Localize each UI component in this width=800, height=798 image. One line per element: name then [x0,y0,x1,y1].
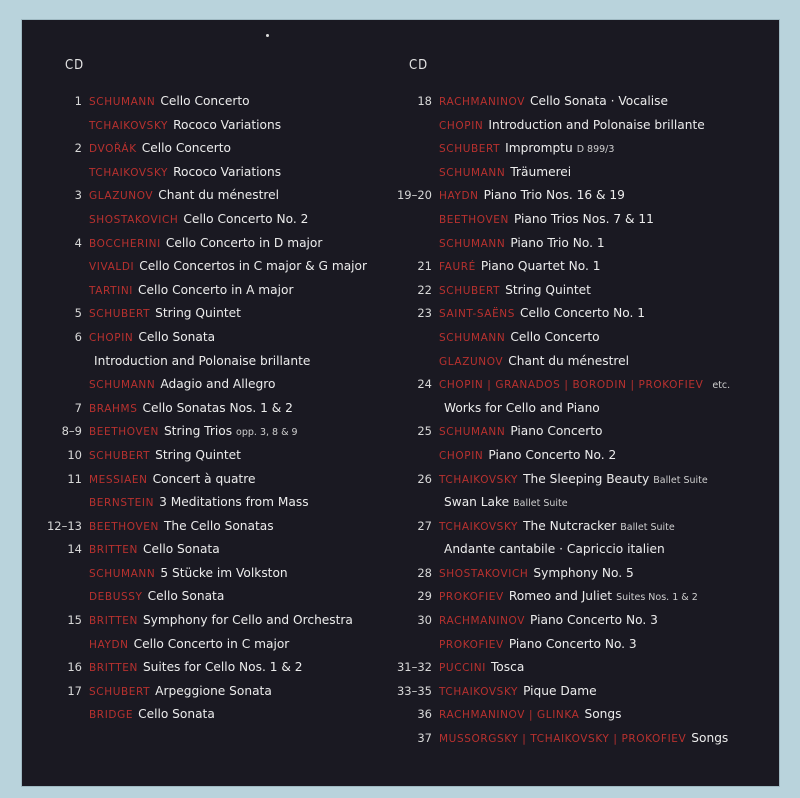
composer-name: FAURÉ [439,261,476,274]
cd-number: 18 [417,94,432,108]
work-title: Cello Sonata [138,329,216,344]
track-text [439,302,649,327]
work-note: Ballet Suite [620,521,675,533]
track-row [387,255,779,279]
track-row [387,232,779,256]
work-title: Cello Sonatas Nos. 1 & 2 [142,400,293,415]
track-text [439,633,641,658]
cd-number: 28 [417,565,432,580]
work-title: Piano Trios Nos. 7 & 11 [513,211,654,226]
track-text [439,468,708,493]
work-title: Träumerei [510,164,572,179]
composer-name: RACHMANINOV | GLINKA [439,709,580,722]
track-row [22,114,382,138]
composer-name: BEETHOVEN [439,213,509,226]
composer-name: BRIDGE [89,709,134,722]
track-text [89,515,278,540]
work-title: Cello Concerto No. 2 [183,211,309,226]
composer-name: SCHUMANN [439,166,506,179]
work-title: Cello Concerto in C major [133,636,290,651]
track-text [439,161,575,186]
track-row [22,373,382,397]
work-note: opp. 3, 8 & 9 [236,427,298,439]
track-row [387,515,779,539]
track-row [22,444,382,468]
track-text [89,279,298,304]
track-row [22,208,382,232]
cd-number: 22 [417,282,432,297]
track-row [387,562,779,586]
work-title: Cello Sonata [147,589,225,604]
track-text [89,633,293,658]
composer-name: PROKOFIEV [439,591,504,604]
composer-name: SHOSTAKOVICH [89,213,179,226]
composer-name: MESSIAEN [89,473,148,486]
track-row [387,302,779,326]
track-row [22,633,382,657]
track-row [387,184,779,208]
work-title: The Cello Sonatas [163,518,274,533]
track-text [439,255,604,280]
work-title: Piano Quartet No. 1 [480,259,601,274]
work-title: Suites for Cello Nos. 1 & 2 [142,660,303,675]
composer-name: SCHUBERT [89,685,151,698]
track-row [387,703,779,727]
track-row [387,420,779,444]
cd-number: 19–20 [396,188,432,203]
work-title: Cello Concerto [160,94,250,108]
work-title: The Sleeping Beauty [523,471,650,486]
work-title: Adagio and Allegro [160,377,276,392]
composer-name: SCHUMANN [439,237,506,250]
work-title: Rococo Variations [173,117,282,132]
work-title: Cello Sonata [138,707,215,722]
work-title: Symphony No. 5 [533,565,634,580]
composer-name: HAYDN [439,190,479,203]
cd-number: 25 [417,424,432,439]
track-row [22,326,382,350]
track-text [89,232,326,257]
track-row [387,90,779,114]
work-title: Piano Concerto No. 3 [508,636,637,651]
work-title: Chant du ménestrel [508,353,629,368]
cd-number: 11 [67,471,82,486]
composer-name: SCHUMANN [89,379,156,392]
track-row [387,491,779,515]
cd-number: 33–35 [396,683,432,698]
cd-header-left: CD [65,58,85,73]
track-row [22,491,382,515]
work-title: Introduction and Polonaise brillante [488,117,705,132]
track-row [22,161,382,185]
track-row [387,633,779,657]
track-text [439,515,675,540]
composer-name: DEBUSSY [89,591,143,604]
track-text [89,491,313,516]
track-text [89,680,276,705]
composer-name: VIVALDI [89,261,135,274]
track-row [387,680,779,704]
composer-name: SCHUBERT [89,308,151,321]
composer-name: MUSSORGSKY | TCHAIKOVSKY | PROKOFIEV [439,733,687,746]
composer-name: PROKOFIEV [439,638,504,651]
work-title: Piano Concerto No. 2 [488,447,617,462]
work-title: Piano Concerto No. 3 [530,613,658,628]
track-row [387,609,779,633]
track-text [89,373,279,398]
track-row [22,538,382,562]
track-row [387,279,779,303]
track-row [387,137,779,161]
composer-name: SCHUMANN [439,426,506,439]
work-title: Arpeggione Sonata [155,683,272,698]
composer-name: CHOPIN [439,119,484,132]
cd-header-right: CD [409,58,429,73]
work-note: etc. [712,380,731,392]
work-title: Pique Dame [523,683,597,698]
work-title: Symphony for Cello and Orchestra [142,613,353,628]
composer-name: BRAHMS [89,402,138,415]
track-text [89,90,254,115]
cd-number: 1 [74,94,82,108]
composer-name: SCHUBERT [89,449,151,462]
work-title: Impromptu [505,141,573,156]
track-text [439,680,601,705]
track-text [89,468,259,493]
track-row [387,468,779,492]
work-title: Cello Concerto [510,329,600,344]
work-title: 3 Meditations from Mass [159,495,309,510]
work-title: Songs [584,707,622,722]
composer-name: DVOŘÁK [89,143,137,156]
work-title: Piano Concerto [510,424,603,439]
track-text [439,656,528,681]
work-title: 5 Stücke im Volkston [160,565,288,580]
composer-name: HAYDN [89,638,129,651]
track-text [89,397,297,422]
cd-number: 6 [74,329,82,344]
track-row [387,208,779,232]
track-row [22,279,382,303]
track-row [387,656,779,680]
cd-number: 16 [67,660,82,675]
track-text [89,538,224,563]
track-text [439,279,595,304]
composer-name: BOCCHERINI [89,237,161,250]
composer-name: SCHUBERT [439,284,501,297]
track-text [439,491,568,516]
track-text [89,255,371,280]
track-text [439,562,638,587]
track-text [89,350,314,375]
track-row [22,703,382,727]
composer-name: SCHUMANN [439,331,506,344]
composer-name: SCHUMANN [89,96,156,108]
track-row [387,727,779,751]
track-text [439,444,620,469]
composer-name: TCHAIKOVSKY [439,520,519,533]
work-title: Cello Concerto in A major [137,282,294,297]
composer-name: SHOSTAKOVICH [439,567,529,580]
work-title: Cello Sonata · Vocalise [530,94,669,108]
left-track-list [22,90,382,727]
track-text [439,538,669,563]
cd-number: 8–9 [61,424,82,439]
composer-name: BEETHOVEN [89,426,159,439]
track-text [89,326,219,351]
track-row [22,585,382,609]
cd-number: 14 [67,542,82,557]
cd-number: 37 [417,731,432,746]
work-title: String Quintet [155,447,241,462]
composer-name: SCHUMANN [89,567,156,580]
composer-name: GLAZUNOV [439,355,504,368]
cd-number: 36 [417,707,432,722]
track-row [22,232,382,256]
track-text [439,373,730,398]
composer-name: BEETHOVEN [89,520,159,533]
composer-name: RACHMANINOV [439,615,526,628]
track-text [439,137,614,162]
work-title: String Trios [163,424,233,439]
composer-name: SCHUBERT [439,143,501,156]
work-title: Swan Lake [444,495,510,510]
track-row [387,114,779,138]
composer-name: SAINT-SAËNS [439,308,516,321]
composer-name: TCHAIKOVSKY [439,685,519,698]
cd-number: 26 [417,471,432,486]
track-row [22,609,382,633]
cd-number: 24 [417,377,432,392]
work-title: String Quintet [155,306,241,321]
cd-number: 29 [417,589,432,604]
work-title: The Nutcracker [523,518,617,533]
track-row [22,562,382,586]
work-title: Andante cantabile · Capriccio italien [444,542,665,557]
work-title: String Quintet [505,282,591,297]
cd-number: 2 [74,141,82,156]
track-row [387,585,779,609]
track-text [89,137,235,162]
track-text [439,727,732,752]
composer-name: CHOPIN [89,331,134,344]
work-title: Cello Concerto No. 1 [520,306,646,321]
work-title: Piano Trio No. 1 [510,235,605,250]
track-text [89,161,285,186]
composer-name: BRITTEN [89,615,138,628]
cd-number: 15 [67,613,82,628]
work-title: Tosca [490,660,525,675]
track-row [387,397,779,421]
track-text [439,184,629,209]
work-title: Piano Trio Nos. 16 & 19 [483,188,625,203]
track-text [439,208,658,233]
track-text [89,562,292,587]
work-title: Introduction and Polonaise brillante [94,353,311,368]
work-title: Cello Concertos in C major & G major [139,259,368,274]
track-row [22,515,382,539]
track-text [89,585,228,610]
track-text [89,656,306,681]
track-text [439,232,609,257]
decorative-dot [266,34,269,37]
track-row [387,161,779,185]
work-title: Cello Concerto [141,141,231,156]
work-note: Ballet Suite [653,474,708,486]
work-title: Chant du ménestrel [158,188,279,203]
composer-name: BERNSTEIN [89,497,155,510]
track-row [22,656,382,680]
track-row [22,468,382,492]
track-text [439,114,709,139]
cd-number: 10 [67,447,82,462]
work-title: Romeo and Juliet [508,589,613,604]
track-row [387,350,779,374]
cd-number: 3 [74,188,82,203]
track-text [439,609,662,634]
cd-number: 21 [417,259,432,274]
track-text [89,444,245,469]
track-text [89,208,312,233]
cd-number: 4 [74,235,82,250]
track-row [22,302,382,326]
track-text [439,350,633,375]
track-row [387,444,779,468]
composer-name: BRITTEN [89,662,138,675]
track-text [89,302,245,327]
track-text [89,609,357,634]
track-text [439,585,698,610]
right-track-list [387,90,779,751]
track-text [89,184,283,209]
composer-name: BRITTEN [89,544,138,557]
work-note: Ballet Suite [513,498,568,510]
composer-name: PUCCINI [439,662,486,675]
work-title: Cello Concerto in D major [165,235,323,250]
track-row [22,420,382,444]
track-text [439,703,625,728]
cd-number: 30 [417,613,432,628]
cd-number: 27 [417,518,432,533]
track-text [439,326,604,351]
work-title: Songs [691,731,729,746]
composer-name: TARTINI [89,284,133,297]
track-row [387,538,779,562]
composer-name: GLAZUNOV [89,190,154,203]
composer-name: TCHAIKOVSKY [89,119,169,132]
track-row [22,137,382,161]
track-text [439,397,604,422]
cd-number: 12–13 [46,518,82,533]
cd-number: 17 [67,683,82,698]
work-title: Cello Sonata [142,542,220,557]
track-row [22,397,382,421]
cd-number: 7 [74,400,82,415]
composer-name: TCHAIKOVSKY [439,473,519,486]
track-row [387,326,779,350]
track-text [439,90,672,115]
cd-track-listing-card [22,20,779,786]
composer-name: CHOPIN [439,449,484,462]
track-row [22,184,382,208]
cd-number: 5 [74,306,82,321]
cd-number: 31–32 [396,660,432,675]
track-text [89,114,285,139]
track-text [439,420,606,445]
track-row [22,680,382,704]
track-row [22,350,382,374]
work-title: Concert à quatre [152,471,256,486]
track-row [22,90,382,114]
track-text [89,420,298,445]
work-title: Rococo Variations [173,164,282,179]
work-note: Suites Nos. 1 & 2 [616,592,698,604]
track-text [89,703,219,728]
work-note: D 899/3 [576,144,615,156]
composer-name: CHOPIN | GRANADOS | BORODIN | PROKOFIEV [439,379,704,392]
track-row [387,373,779,397]
cd-number: 23 [417,306,432,321]
composer-name: RACHMANINOV [439,96,526,108]
track-row [22,255,382,279]
work-title: Works for Cello and Piano [444,400,600,415]
composer-name: TCHAIKOVSKY [89,166,169,179]
